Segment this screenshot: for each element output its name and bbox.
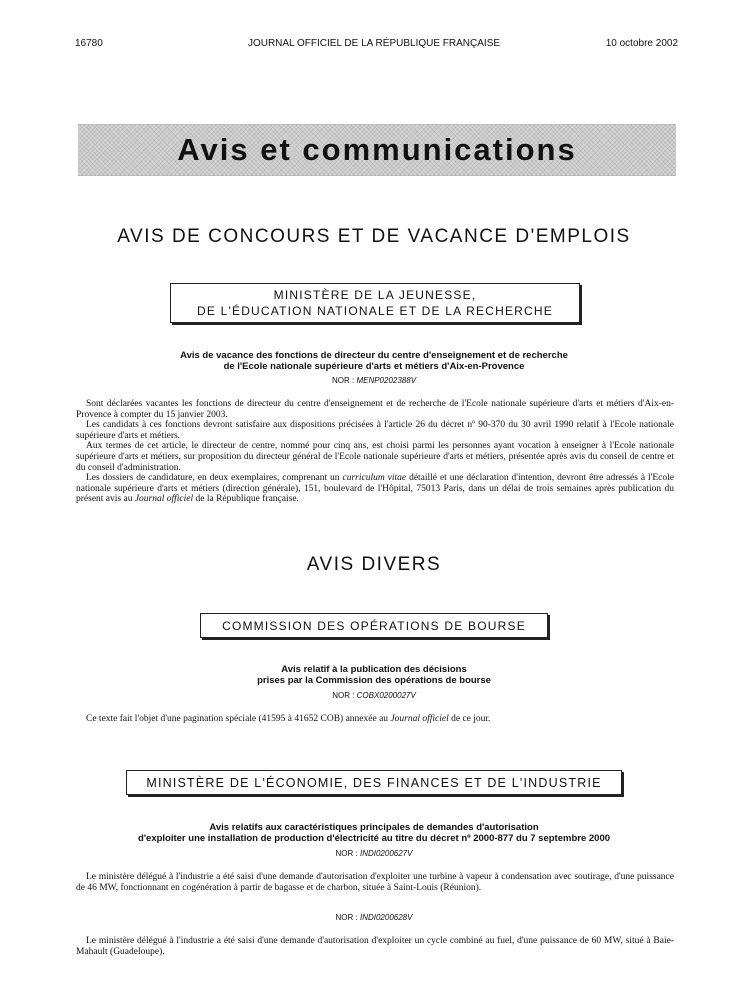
- notice-title-line-2: prises par la Commission des opérations de bourse: [257, 675, 491, 686]
- text-run: de ce jour.: [448, 714, 491, 724]
- nor-label: NOR :: [335, 913, 358, 922]
- notice-body-baie-mahault: [76, 936, 674, 957]
- journal-title: JOURNAL OFFICIEL DE LA RÉPUBLIQUE FRANÇAISE: [247, 38, 501, 49]
- nor-label: NOR :: [331, 376, 355, 385]
- notice-title-cob: [0, 664, 748, 686]
- notice-body-saint-louis: [76, 872, 674, 893]
- notice-title-line-2: d'exploiter une installation de production d'électricité au titre du décret nº 2000-877 du 7 septembre 2000: [137, 833, 611, 844]
- paragraph: Le ministère délégué à l'industrie a été saisi d'une demande d'autorisation d'exploiter une turbine à vapeur à condensation avec soutirage, d'une puissance de 46 MW, fonctionnant en cogénération à partir de bagasse et de charbon, située à Saint-Louis (Réunion).: [76, 872, 674, 893]
- paragraph: Sont déclarées vacantes les fonctions de directeur du centre d'enseignement et de recherche de l'Ecole nationale supérieure d'arts et métiers d'Aix-en-Provence à compter du 15 janvier 2003.: [76, 399, 674, 420]
- commission-name: COMMISSION DES OPÉRATIONS DE BOURSE: [222, 619, 526, 633]
- nor-label: NOR :: [335, 849, 358, 858]
- paragraph: [76, 473, 674, 505]
- nor-label: NOR :: [332, 691, 355, 700]
- text-run: de la République française.: [193, 494, 299, 505]
- nor-reference-4: [0, 913, 748, 922]
- ministry-name: MINISTÈRE DE L'ÉCONOMIE, DES FINANCES ET DE L'INDUSTRIE: [146, 776, 602, 790]
- notice-title-line-1: Avis relatif à la publication des décisions: [281, 664, 467, 675]
- ministry-box-economie: [126, 770, 622, 795]
- nor-reference-2: [0, 691, 748, 700]
- paragraph: Le ministère délégué à l'industrie a été saisi d'une demande d'autorisation d'exploiter un cycle combiné au fuel, d'une puissance de 60 MW, situé à Baie-Mahault (Guadeloupe).: [76, 936, 674, 957]
- paragraph: [76, 714, 674, 725]
- nor-code: INDI0200627V: [359, 849, 413, 858]
- section-banner: [78, 124, 676, 176]
- nor-code: COBX0200027V: [356, 691, 416, 700]
- section-title-concours: AVIS DE CONCOURS ET DE VACANCE D'EMPLOIS: [117, 226, 631, 247]
- paragraph: Aux termes de cet article, le directeur de centre, nommé pour cinq ans, est choisi parmi les personnes ayant vocation à enseigner à l'Ecole nationale supérieure d'arts et métiers, sur proposition du directeur général de l'Ecole nationale supérieure d'arts et métiers, présentée après avis du conseil de centre et du conseil d'administration.: [76, 441, 674, 473]
- text-run: détaillé et une déclaration d'intention, devront être adressés à l'Ecole nationale supérieure d'arts et métiers (direction générale), 151, boulevard de l'Hôpital, 75013 Paris, dans un délai de trois semaines après publication du présent avis au: [76, 473, 674, 505]
- text-run: Les dossiers de candidature, en deux exemplaires, comprenant un: [86, 473, 343, 484]
- publication-date: 10 octobre 2002: [605, 38, 678, 49]
- nor-code: INDI0200628V: [359, 913, 413, 922]
- nor-reference-1: [0, 376, 748, 385]
- ministry-line-2: DE L'ÉDUCATION NATIONALE ET DE LA RECHERCHE: [197, 304, 553, 318]
- text-run: Ce texte fait l'objet d'une pagination spéciale (41595 à 41652 COB) annexée au: [86, 714, 391, 724]
- commission-box: [200, 613, 548, 638]
- nor-code: MENP0202388V: [356, 376, 417, 385]
- ministry-line-1: MINISTÈRE DE LA JEUNESSE,: [273, 288, 477, 302]
- notice-body-vacance: [76, 399, 674, 505]
- notice-title-vacance: [0, 350, 748, 372]
- ministry-box-education: [170, 283, 580, 323]
- banner-title: Avis et communications: [177, 132, 577, 167]
- notice-title-line-1: Avis de vacance des fonctions de directeur du centre d'enseignement et de recherche: [180, 350, 568, 361]
- section-title-divers: AVIS DIVERS: [306, 554, 442, 575]
- paragraph: Les candidats à ces fonctions devront satisfaire aux dispositions précisées à l'article 26 du décret nº 90-370 du 30 avril 1990 relatif à l'Ecole nationale supérieure d'arts et métiers.: [76, 420, 674, 441]
- italic-term: curriculum vitae: [342, 473, 407, 484]
- notice-title-line-1: Avis relatifs aux caractéristiques principales de demandes d'autorisation: [209, 822, 539, 833]
- notice-title-line-2: de l'Ecole nationale supérieure d'arts et métiers d'Aix-en-Provence: [223, 361, 525, 372]
- nor-reference-3: [0, 849, 748, 858]
- italic-term: Journal officiel: [134, 494, 194, 505]
- notice-body-cob: [76, 714, 674, 725]
- notice-title-electricite: [0, 822, 748, 844]
- italic-term: Journal officiel: [390, 714, 449, 724]
- page-number: 16780: [75, 38, 103, 49]
